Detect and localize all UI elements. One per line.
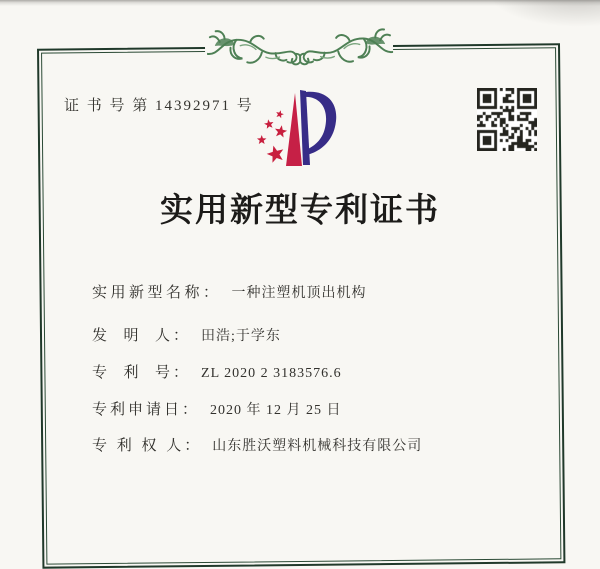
field-label: 实用新型名称： [92, 285, 222, 301]
field-label: 专利申请日： [92, 402, 201, 418]
logo-red-spike [286, 93, 302, 166]
qr-code [477, 88, 537, 151]
field-value: 2020 年 12 月 25 日 [210, 403, 342, 418]
field-value: 田浩;于学东 [201, 329, 281, 344]
field-row-patentee [76, 416, 422, 477]
field-value: 山东胜沃塑料机械科技有限公司 [212, 439, 423, 454]
field-label: 专 利 号： [92, 365, 192, 381]
dragon-ornament-left-icon [207, 28, 301, 73]
logo-stars [257, 109, 288, 163]
field-label: 专 利 权 人： [92, 438, 203, 454]
field-label: 发 明 人： [92, 328, 192, 344]
certificate-number: 证 书 号 第 14392971 号 [64, 98, 254, 114]
certificate-title: 实用新型专利证书 [160, 193, 440, 229]
scan-corner-smudge [480, 0, 600, 30]
patent-logo-icon [255, 88, 343, 170]
dragon-ornament-right-icon [299, 27, 393, 72]
field-value: ZL 2020 2 3183576.6 [201, 366, 342, 381]
field-value: 一种注塑机顶出机构 [231, 286, 367, 301]
